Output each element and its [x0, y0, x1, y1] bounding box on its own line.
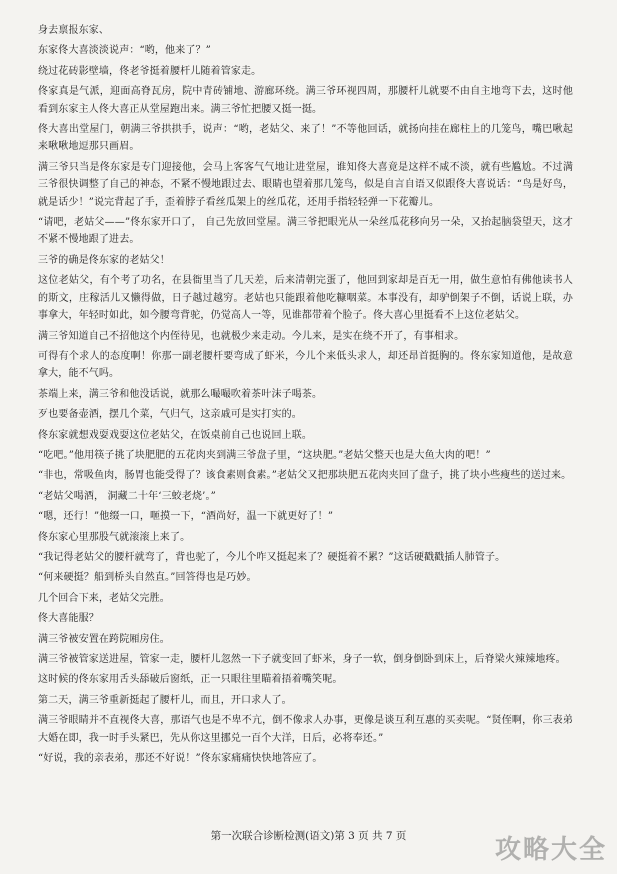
paragraph: “嗯，还行！”他缀一口，咂摸一下，“酒尚好，温一下就更好了！”	[38, 511, 334, 523]
paragraph: 佟东家心里那股气就滚滚上来了。	[38, 531, 191, 543]
article-body	[38, 22, 573, 767]
watermark: 攻略大全	[494, 835, 607, 865]
paragraph: 佟大喜出堂屋门，朝满三爷拱拱手，说声：“哟，老姑父、来了！”不等他回话，就扬向挂在廊柱上的几笼鸟，嘴巴啾起来啾啾地逗那只画眉。	[38, 124, 573, 153]
page-footer: 第一次联合诊断检测(语文)第 3 页 共 7 页	[210, 830, 407, 842]
paragraph: 佟大喜能服？	[38, 613, 99, 625]
paragraph: 可得有个求人的态度啊！你那一副老腰杆要弯成了虾米，今儿个来低头求人，却还昂首挺胸的。佟东家知道他，是故意拿大，能不气吗。	[38, 350, 573, 380]
paragraph: 身去禀报东家、	[38, 25, 110, 36]
paragraph: 满三爷被管家送进屋，管家一走，腰杆儿忽然一下子就变回了虾米，身子一软，倒身倒卧到床上，后脊梁火辣辣地疼。	[38, 654, 566, 665]
paragraph: 三爷的确是佟东家的老姑父！	[38, 254, 170, 266]
paragraph: “何来硬挺？船到桥头自然直。”回答得也是巧妙。	[38, 572, 257, 584]
paragraph: 佟东家就想戏耍戏耍这位老姑父，在饭桌前自己也说回上联。	[38, 429, 313, 441]
paragraph: 茶端上来，满三爷和他没话说，就那么嘬嘬吹着茶叶沫子喝茶。	[38, 388, 323, 400]
paragraph: 佟家真是气派，迎面高脊瓦房，院中青砖铺地、游廊环绕。满三爷环视四周，那腰杆儿就要不由自主地弯下去，这时他看到东家主人佟大喜正从堂屋跑出来。满三爷忙把腰又挺一挺。	[38, 86, 573, 115]
paragraph: “我记得老姑父的腰杆就弯了，背也驼了，今儿个咋又挺起来了？硬挺着不累？”这话硬戳戳插人肺管子。	[38, 551, 506, 563]
paragraph: “吃吧。”他用筷子挑了块肥肥的五花肉夹到满三爷盘子里，“这块肥。”老姑父整天也是大鱼大肉的吧！”	[38, 449, 491, 461]
paragraph: 歹也要备壶酒，摆几个菜，气归气，这亲戚可是实打实的。	[38, 409, 302, 421]
paragraph: 绕过花砖影壁墙，佟老爷挺着腰杆儿随着管家走。	[38, 65, 262, 77]
paragraph: 东家佟大喜淡淡说声：“哟，他来了？”	[38, 45, 211, 57]
paragraph: “好说，我的亲表弟，那还不好说！”佟东家痛痛快快地答应了。	[38, 753, 323, 765]
paragraph: 几个回合下来，老姑父完胜。	[38, 592, 170, 604]
paragraph: 第二天，满三爷重新挺起了腰杆儿，而且，开口求人了。	[38, 694, 292, 706]
paragraph: 满三爷被安置在跨院厢房住。	[38, 633, 170, 645]
paragraph: “请吧，老姑父——”佟东家开口了， 自己先放回堂屋。满三爷把眼光从一朵丝瓜花移向另一朵，又抬起脑袋望天，这才不紧不慢地跟了进去。	[38, 217, 573, 246]
paragraph: 满三爷只当是佟东家是专门迎接他，会马上客客气气地让进堂屋，谁知佟大喜竟是这样不咸不淡，就有些尴尬。不过满三爷很快调整了自己的神态，不紧不慢地跟过去、眼睛也望着那几笼鸟，似是自言自语又似跟佟大喜说话：“鸟是好鸟，就是话少！”说完背起了手，歪着脖子看丝瓜架上的丝瓜花，还用手指轻轻弹一下花瓣儿。	[38, 161, 573, 208]
paragraph: “老姑父喝酒， 洞藏二十年‘三蛟老烧’。”	[38, 490, 216, 502]
paragraph: 这位老姑父，有个考了功名，在县衙里当了几天差，后来清朝完蛋了，他回到家却是百无一用，做生意怕有佛他读书人的斯文，庄稼活儿又懒得做，日子越过越穷。老姑也只能跟着他吃糠咽菜。本事没有，却驴倒架子不倒，话说上联，办事拿大，年轻时如此，如今腰弯背驼，仍觉高人一等，见谁都带着个脸子。佟大喜心里挺看不上这位老姑父。	[38, 275, 573, 322]
paragraph: “非也，常吸鱼肉，肠胃也能受得了？该食素则食素。”老姑父又把那块肥五花肉夹回了盘子，挑了块小些瘦些的送过来。	[38, 470, 572, 482]
paragraph: 满三爷知道自己不招他这个内侄待见，也就极少来走动。今儿来，是实在绕不开了，有事相求。	[38, 330, 465, 342]
paragraph: 这时候的佟东家用舌头舔破后窗纸，正一只眼往里瞄着捂着嘴笑呢。	[38, 674, 343, 686]
paragraph: 满三爷眼睛并不直视佟大喜，那语气也是不卑不亢，倒不像求人办事，更像是谈互利互惠的买卖呢。“贤侄啊，你三表弟大婚在即，我一时手头紧巴，先从你这里挪兑一百个大洋，日后，必将奉还。”	[38, 715, 573, 744]
